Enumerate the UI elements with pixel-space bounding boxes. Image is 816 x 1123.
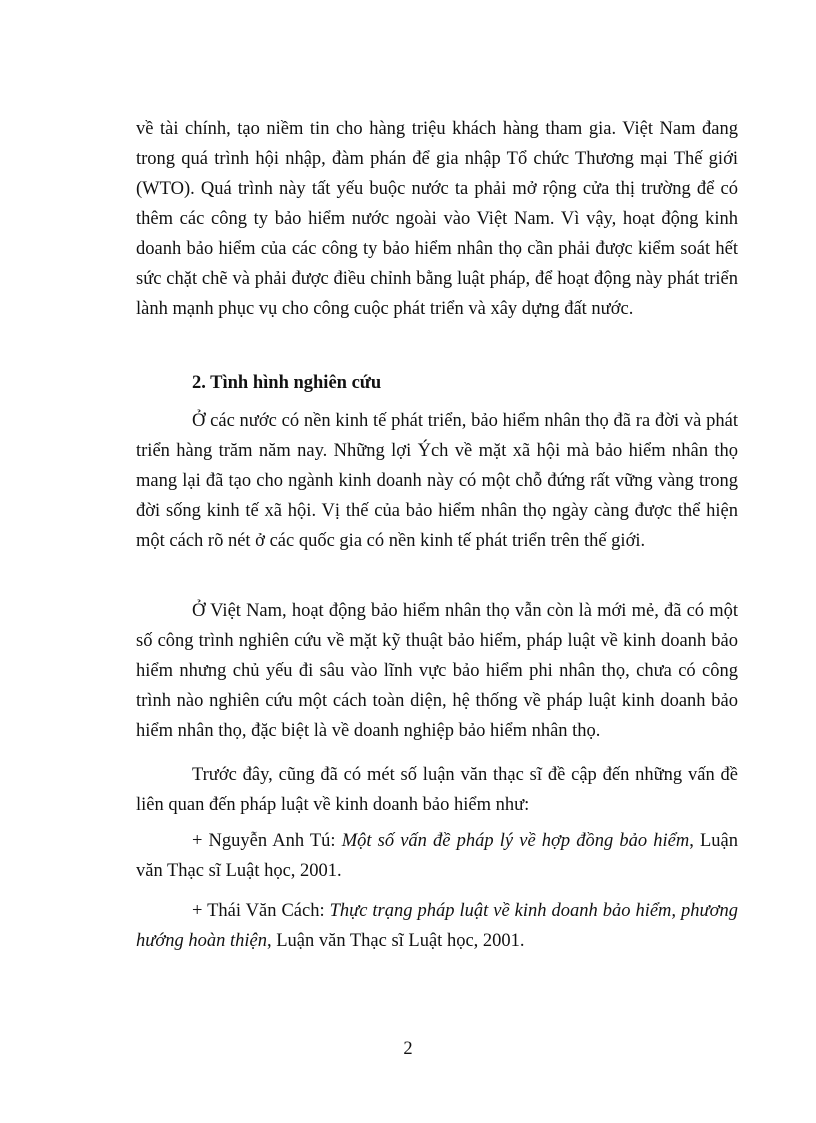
paragraph-previous-theses: Trước đây, cũng đã có mét số luận văn thạc sĩ đề cập đến những vấn đề liên quan đến pháp luật về kinh doanh bảo hiểm như: (136, 765, 738, 815)
reference-title: Một số vấn đề pháp lý về hợp đồng bảo hiểm (341, 831, 690, 851)
reference-author: + Thái Văn Cách: (192, 901, 330, 921)
paragraph-developed-countries: Ở các nước có nền kinh tế phát triển, bảo hiểm nhân thọ đã ra đời và phát triển hàng trăm năm nay. Những lợi Ých về mặt xã hội mà bảo hiểm nhân thọ mang lại đã tạo cho ngành kinh doanh này có một chỗ đứng rất vững vàng trong đời sống kinh tế xã hội. Vị thế của bảo hiểm nhân thọ ngày càng được thể hiện một cách rõ nét ở các quốc gia có nền kinh tế phát triển trên thế giới. (136, 411, 738, 551)
paragraph-vietnam: Ở Việt Nam, hoạt động bảo hiểm nhân thọ vẫn còn là mới mẻ, đã có một số công trình nghiên cứu về mặt kỹ thuật bảo hiểm, pháp luật về kinh doanh bảo hiểm nhưng chủ yếu đi sâu vào lĩnh vực bảo hiểm phi nhân thọ, chưa có công trình nào nghiên cứu một cách toàn diện, hệ thống về pháp luật kinh doanh bảo hiểm nhân thọ, đặc biệt là về doanh nghiệp bảo hiểm nhân thọ. (136, 601, 738, 741)
reference-item-1 (136, 826, 738, 886)
reference-item-2 (136, 896, 738, 956)
reference-details: , Luận văn Thạc sĩ Luật học, 2001. (136, 831, 738, 881)
reference-details: , Luận văn Thạc sĩ Luật học, 2001. (266, 931, 525, 951)
reference-title: Thực trạng pháp luật về kinh doanh bảo hiểm, phương hướng hoàn thiện (136, 901, 738, 951)
reference-author: + Nguyễn Anh Tú: (192, 831, 342, 851)
section-heading: 2. Tình hình nghiên cứu (192, 373, 382, 393)
paragraph-intro-continuation: về tài chính, tạo niềm tin cho hàng triệu khách hàng tham gia. Việt Nam đang trong quá trình hội nhập, đàm phán để gia nhập Tổ chức Thương mại Thế giới (WTO). Quá trình này tất yếu buộc nước ta phải mở rộng cửa thị trường để có thêm các công ty bảo hiểm nước ngoài vào Việt Nam. Vì vậy, hoạt động kinh doanh bảo hiểm của các công ty bảo hiểm nhân thọ cần phải được kiểm soát hết sức chặt chẽ và phải được điều chỉnh bằng luật pháp, để hoạt động này phát triển lành mạnh phục vụ cho công cuộc phát triển và xây dựng đất nước. (136, 119, 738, 319)
page-number: 2 (403, 1039, 413, 1059)
